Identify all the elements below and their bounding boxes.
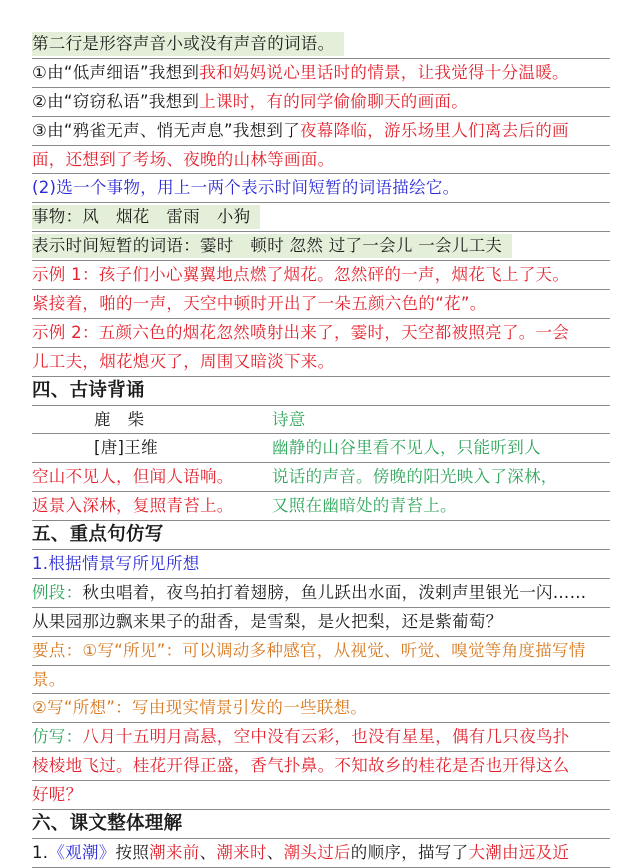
text-segment: 例段： xyxy=(32,582,83,602)
text-segment: 第二行是形容声音小或没有声音的词语。 xyxy=(32,34,335,53)
poem-title-text: [唐]王维 xyxy=(94,438,158,458)
text-segment: 我和妈妈说心里话时的情景，让我觉得十分温暖。 xyxy=(199,62,569,82)
text-line xyxy=(32,550,610,579)
text-line xyxy=(32,723,610,752)
text-segment: 秋虫唱着，夜鸟拍打着翅膀，鱼儿跃出水面，泼剌声里银光一闪…… xyxy=(82,582,587,602)
text-segment: 大潮由远及近 xyxy=(468,842,570,862)
text-segment: 夜幕降临，游乐场里人们离去后的画 xyxy=(300,120,569,140)
text-line xyxy=(32,319,610,348)
text-line xyxy=(32,406,610,435)
text-segment: 潮来时 xyxy=(216,842,267,862)
text-line xyxy=(32,463,610,492)
text-line xyxy=(32,434,610,463)
text-segment: 潮来前 xyxy=(149,842,200,862)
text-segment: 棱棱地飞过。桂花开得正盛，香气扑鼻。不知故乡的桂花是否也开得这么 xyxy=(32,756,570,776)
text-line xyxy=(32,694,610,723)
text-segment: 要点：①写“所见”：可以调动多种感官，从视觉、听觉、嗅觉等角度描写情 xyxy=(32,640,586,660)
poem-title-text: 鹿 柴 xyxy=(94,409,145,429)
text-segment: 1.根据情景写所见所想 xyxy=(32,554,200,574)
highlight xyxy=(32,234,512,258)
text-segment: ②写“所想”：写由现实情景引发的一些联想。 xyxy=(32,698,368,718)
text-line xyxy=(32,579,610,608)
text-line xyxy=(32,117,610,146)
text-segment: 示例 1：孩子们小心翼翼地点燃了烟花。忽然砰的一声，烟花飞上了天。 xyxy=(32,265,570,285)
translation-text: 说话的声音。傍晚的阳光映入了深林， xyxy=(272,467,558,487)
text-segment: 、 xyxy=(266,842,284,862)
text-line xyxy=(32,290,610,319)
text-segment: ③由“鸦雀无声、悄无声息”我想到了 xyxy=(32,120,300,140)
text-segment: 返景入深林，复照青苔上。 xyxy=(32,496,234,516)
text-segment: 儿工夫，烟花熄灭了，周围又暗淡下来。 xyxy=(32,351,335,371)
text-line xyxy=(32,203,610,232)
text-line xyxy=(32,666,610,695)
text-line xyxy=(32,752,610,781)
text-segment: 事物：风 烟花 雷雨 小狗 xyxy=(32,207,251,227)
highlight xyxy=(32,32,344,56)
text-segment: 空山不见人，但闻人语响。 xyxy=(32,467,234,487)
text-segment: 景。 xyxy=(32,669,66,689)
text-segment: 八月十五明月高悬，空中没有云彩，也没有星星，偶有几只夜鸟扑 xyxy=(82,727,570,747)
text-segment: 上课时，有的同学偷偷聊天的画面。 xyxy=(199,91,469,111)
text-segment: (2)选一个事物，用上一两个表示时间短暂的词语描绘它。 xyxy=(32,178,460,198)
text-line xyxy=(32,348,610,377)
text-line xyxy=(32,88,610,117)
section-heading xyxy=(32,521,610,550)
text-line xyxy=(32,232,610,261)
text-line xyxy=(32,261,610,290)
text-segment: ②由“窃窃私语”我想到 xyxy=(32,91,200,111)
text-line xyxy=(32,59,610,88)
text-line xyxy=(32,839,610,868)
text-segment: 示例 2：五颜六色的烟花忽然喷射出来了，霎时，天空都被照亮了。一会 xyxy=(32,322,570,342)
text-segment: 的顺序，描写了 xyxy=(350,842,469,862)
text-segment: ①由“低声细语”我想到 xyxy=(32,62,200,82)
text-line xyxy=(32,492,610,521)
text-segment: 1. xyxy=(32,842,49,862)
text-segment: 紧接着，啪的一声，天空中顿时开出了一朵五颜六色的“花”。 xyxy=(32,294,487,314)
translation-text: 幽静的山谷里看不见人，只能听到人 xyxy=(272,438,541,458)
text-segment: 好呢？ xyxy=(32,785,83,805)
document-page xyxy=(32,30,610,868)
text-segment: 六、课文整体理解 xyxy=(32,813,183,835)
text-segment: 仿写： xyxy=(32,727,83,747)
text-segment: 潮头过后 xyxy=(283,842,351,862)
text-segment: 五、重点句仿写 xyxy=(32,524,164,546)
section-heading xyxy=(32,377,610,406)
text-line xyxy=(32,174,610,203)
text-line xyxy=(32,30,610,59)
section-heading xyxy=(32,810,610,839)
text-line xyxy=(32,781,610,810)
text-line xyxy=(32,146,610,175)
text-segment: 面，还想到了考场、夜晚的山林等画面。 xyxy=(32,149,335,169)
text-line xyxy=(32,608,610,637)
text-segment: 《观潮》 xyxy=(48,842,116,862)
text-segment: 、 xyxy=(199,842,217,862)
translation-text: 又照在幽暗处的青苔上。 xyxy=(272,496,457,516)
text-segment: 表示时间短暂的词语：霎时 顿时 忽然 过了一会儿 一会儿工夫 xyxy=(32,236,503,256)
text-line xyxy=(32,637,610,666)
text-segment: 按照 xyxy=(115,842,150,862)
text-segment: 从果园那边飘来果子的甜香，是雪梨，是火把梨，还是紫葡萄？ xyxy=(32,611,503,631)
translation-text: 诗意 xyxy=(272,409,306,429)
highlight xyxy=(32,205,260,229)
text-segment: 四、古诗背诵 xyxy=(32,379,145,401)
